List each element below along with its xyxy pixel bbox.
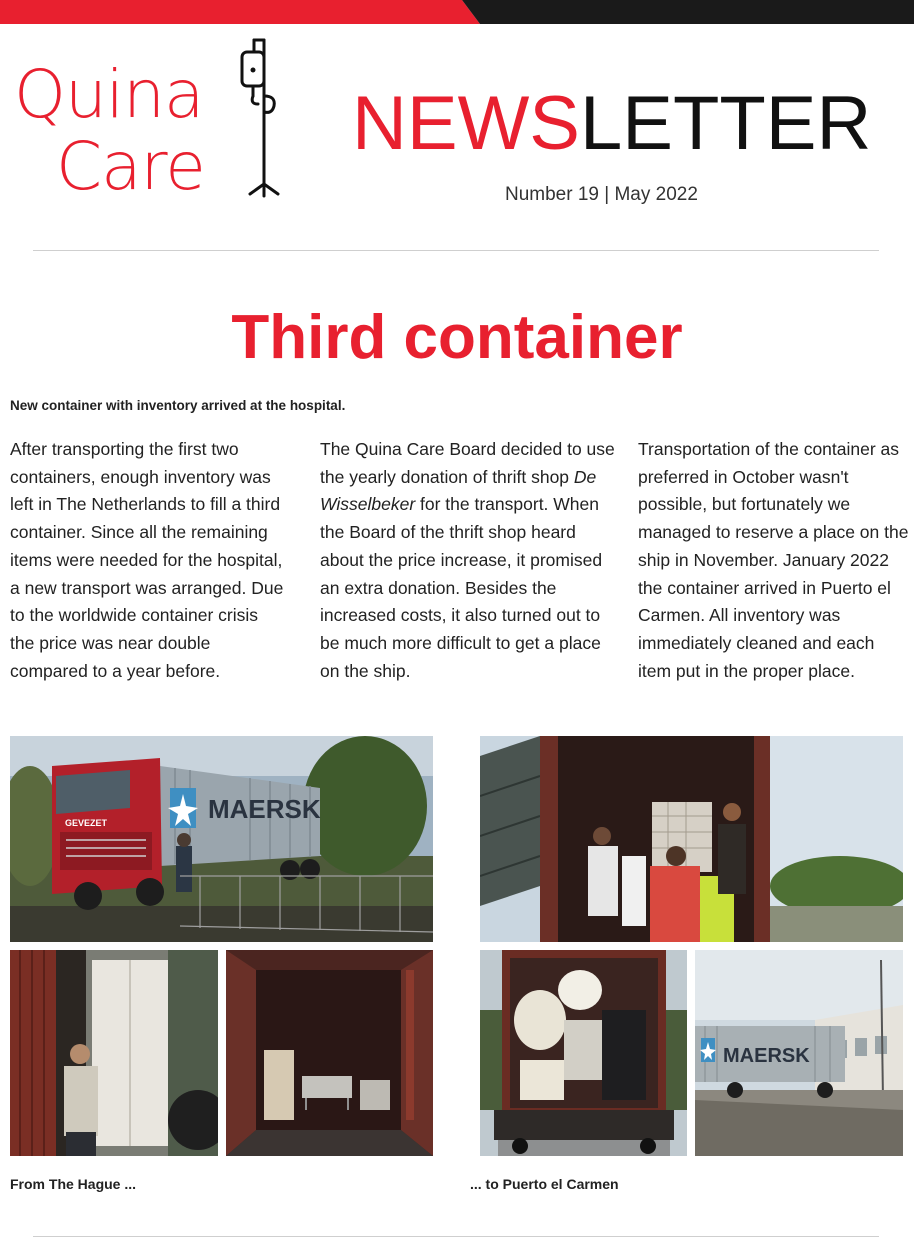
photo-unloading-container: [480, 736, 903, 942]
header-divider: [33, 250, 879, 251]
photo-loading-cabinet: [10, 950, 218, 1156]
newsletter-title-news: NEWS: [352, 81, 580, 166]
footer-divider: [33, 1236, 879, 1237]
photo-truck-with-items: [480, 950, 687, 1156]
article-headline: Third container: [231, 303, 683, 372]
newsletter-title-letter: LETTER: [580, 81, 872, 166]
caption-from-the-hague: From The Hague ...: [10, 1176, 137, 1192]
container-brand-text: MAERSK: [208, 794, 321, 824]
article-column-2: [320, 436, 615, 685]
photo-container-at-hospital: [695, 950, 903, 1156]
article-column-1: After transporting the first two containers, enough inventory was left in The Netherlands to fill a third container. Since all the remaining items were needed for the hospital, a new transport was arranged. Due to the worldwide container crisis the price was near double compared to a year before.: [10, 439, 284, 681]
photo-truck-the-hague: [10, 736, 433, 942]
article-lead: New container with inventory arrived at the hospital.: [10, 398, 346, 413]
logo-word-care: Care: [56, 128, 205, 205]
truck-cab-text: GEVEZET: [65, 818, 108, 828]
newsletter-title: [352, 81, 872, 166]
quina-care-logo: [12, 36, 292, 206]
top-accent-bar: [0, 0, 914, 24]
iv-drip-stand-icon: [224, 36, 284, 201]
photo-container-interior: [226, 950, 433, 1156]
logo-word-quina: Quina: [14, 56, 204, 133]
issue-number-date: Number 19 | May 2022: [505, 184, 698, 205]
caption-to-puerto-el-carmen: ... to Puerto el Carmen: [470, 1176, 619, 1192]
article-column-3: Transportation of the container as preferred in October wasn't possible, but fortunately we managed to reserve a place on the ship in November. January 2022 the container arrived in Puerto el Carmen. All inventory was immediately cleaned and each item put in the proper place.: [638, 439, 909, 681]
column-2-text-start: The Quina Care Board decided to use the yearly donation of thrift shop: [320, 439, 615, 487]
container-brand-text-2: MAERSK: [723, 1045, 810, 1067]
thrift-shop-name: De Wisselbeker: [320, 466, 597, 515]
column-2-text-end: for the transport. When the Board of the thrift shop heard about the price increase, it promised an extra donation. Besides the increased costs, it also turned out to be much more difficult to get a place on the ship.: [320, 494, 603, 681]
